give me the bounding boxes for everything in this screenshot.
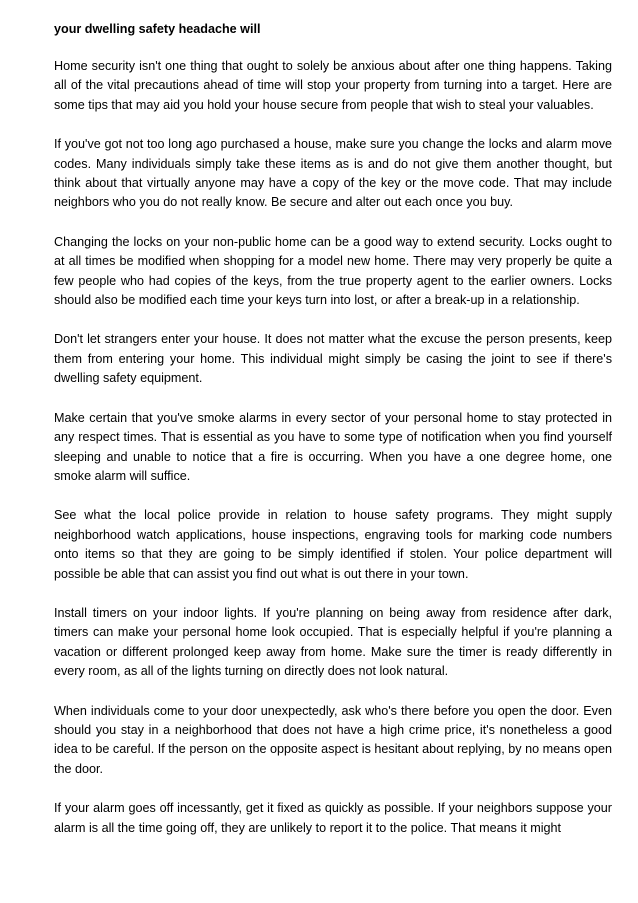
paragraph: Don't let strangers enter your house. It does not matter what the excuse the person presents, keep them from entering your home. This individual might simply be casing the joint to see if there's dwelling safety equipment. xyxy=(54,332,612,386)
paragraph: See what the local police provide in relation to house safety programs. They might supply neighborhood watch applications, house inspections, engraving tools for marking code numbers onto items so that they are going to be simply identified if stolen. Your police department will possible be able that can assist you find out what is out there in your town. xyxy=(54,508,612,581)
document-page xyxy=(54,19,612,858)
document-title: your dwelling safety headache will xyxy=(54,22,261,36)
paragraph: If your alarm goes off incessantly, get it fixed as quickly as possible. If your neighbors suppose your alarm is all the time going off, they are unlikely to report it to the police. That means it might xyxy=(54,801,612,835)
paragraph: When individuals come to your door unexpectedly, ask who's there before you open the door. Even should you stay in a neighborhood that does not have a high crime price, it's nonetheless a good idea to be careful. If the person on the opposite aspect is hesitant about replying, by no means open the door. xyxy=(54,703,612,776)
paragraph: Changing the locks on your non-public home can be a good way to extend security. Locks ought to at all times be modified when shopping for a model new home. There may very properly be quite a few people who had copies of the keys, from the true property agent to the earlier owners. Locks should also be modified each time your keys turn into lost, or after a break-up in a relationship. xyxy=(54,234,612,308)
paragraph: Make certain that you've smoke alarms in every sector of your personal home to stay protected in any respect times. That is essential as you have to some type of notification when you find yourself sleeping and unable to notice that a fire is occurring. When you have a one degree home, one smoke alarm will suffice. xyxy=(54,410,612,483)
paragraph: Home security isn't one thing that ought to solely be anxious about after one thing happens. Taking all of the vital precautions ahead of time will stop your property from turning into a target. Here are some tips that may aid you hold your house secure from people that wish to steal your valuables. xyxy=(54,59,612,112)
paragraph: If you've got not too long ago purchased a house, make sure you change the locks and alarm move codes. Many individuals simply take these items as is and do not give them another thought, but think about that virtually anyone may have a copy of the key or the move code. That may include neighbors who you do not really know. Be secure and alter out each once you buy. xyxy=(54,137,612,210)
paragraph: Install timers on your indoor lights. If you're planning on being away from residence after dark, timers can make your personal home look occupied. That is especially helpful if you're planning a vacation or different prolonged keep away from home. Make sure the timer is ready differently in every room, as all of the lights turning on directly does not look natural. xyxy=(54,605,612,679)
